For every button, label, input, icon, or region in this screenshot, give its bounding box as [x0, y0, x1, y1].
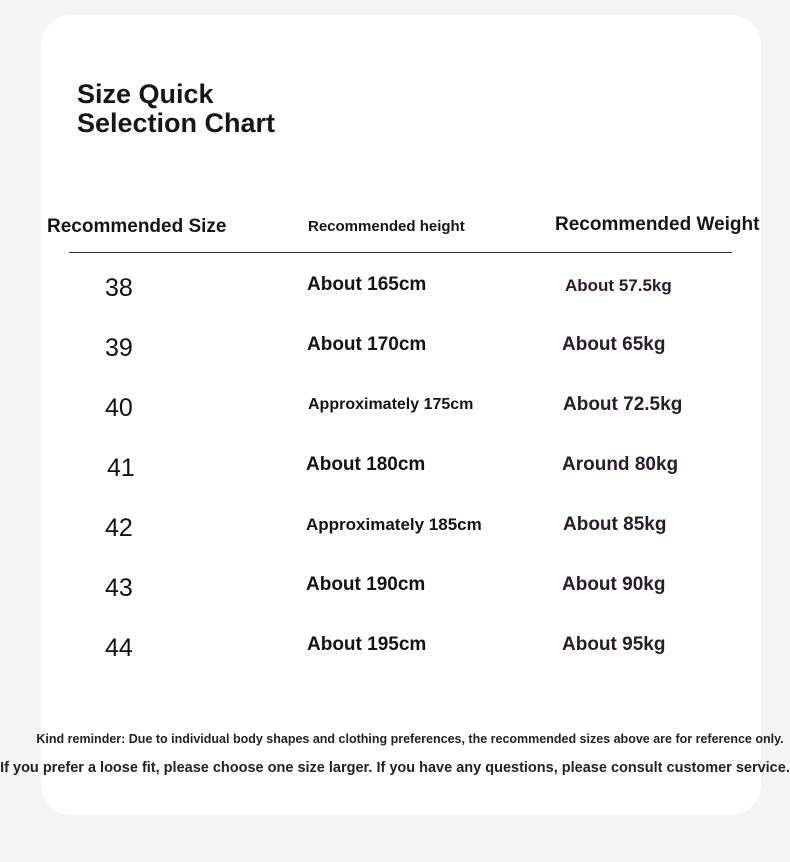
- height-value: About 180cm: [306, 454, 426, 475]
- header-recommended-height: Recommended height: [308, 218, 465, 235]
- weight-value: About 72.5kg: [563, 394, 683, 415]
- weight-value: About 85kg: [563, 514, 667, 535]
- height-value: About 170cm: [307, 334, 427, 355]
- header-recommended-size: Recommended Size: [47, 216, 227, 237]
- size-value: 40: [105, 394, 133, 422]
- size-value: 43: [105, 574, 133, 602]
- size-value: 38: [105, 274, 133, 302]
- reminder-note-line2: If you prefer a loose fit, please choose one size larger. If you have any questions, please consult customer service.: [0, 760, 790, 776]
- height-value: About 165cm: [307, 274, 427, 295]
- size-row: [0, 634, 790, 674]
- size-value: 42: [105, 514, 133, 542]
- header-divider: [69, 252, 732, 253]
- size-row: [0, 454, 790, 494]
- size-row: [0, 274, 790, 314]
- size-row: [0, 394, 790, 434]
- weight-value: About 90kg: [562, 574, 666, 595]
- weight-value: About 65kg: [562, 334, 666, 355]
- reminder-note-line1: Kind reminder: Due to individual body shapes and clothing preferences, the recommended sizes above are for reference only.: [36, 732, 784, 746]
- height-value: About 195cm: [307, 634, 427, 655]
- chart-title: Size Quick Selection Chart: [77, 79, 276, 138]
- size-value: 44: [105, 634, 133, 662]
- weight-value: About 57.5kg: [565, 276, 672, 295]
- height-value: Approximately 185cm: [306, 515, 482, 534]
- size-value: 39: [105, 334, 133, 362]
- header-recommended-weight: Recommended Weight: [555, 214, 760, 235]
- height-value: About 190cm: [306, 574, 426, 595]
- size-row: [0, 514, 790, 554]
- weight-value: Around 80kg: [562, 454, 679, 475]
- weight-value: About 95kg: [562, 634, 666, 655]
- size-value: 41: [107, 454, 135, 482]
- size-row: [0, 574, 790, 614]
- size-row: [0, 334, 790, 374]
- height-value: Approximately 175cm: [308, 396, 474, 413]
